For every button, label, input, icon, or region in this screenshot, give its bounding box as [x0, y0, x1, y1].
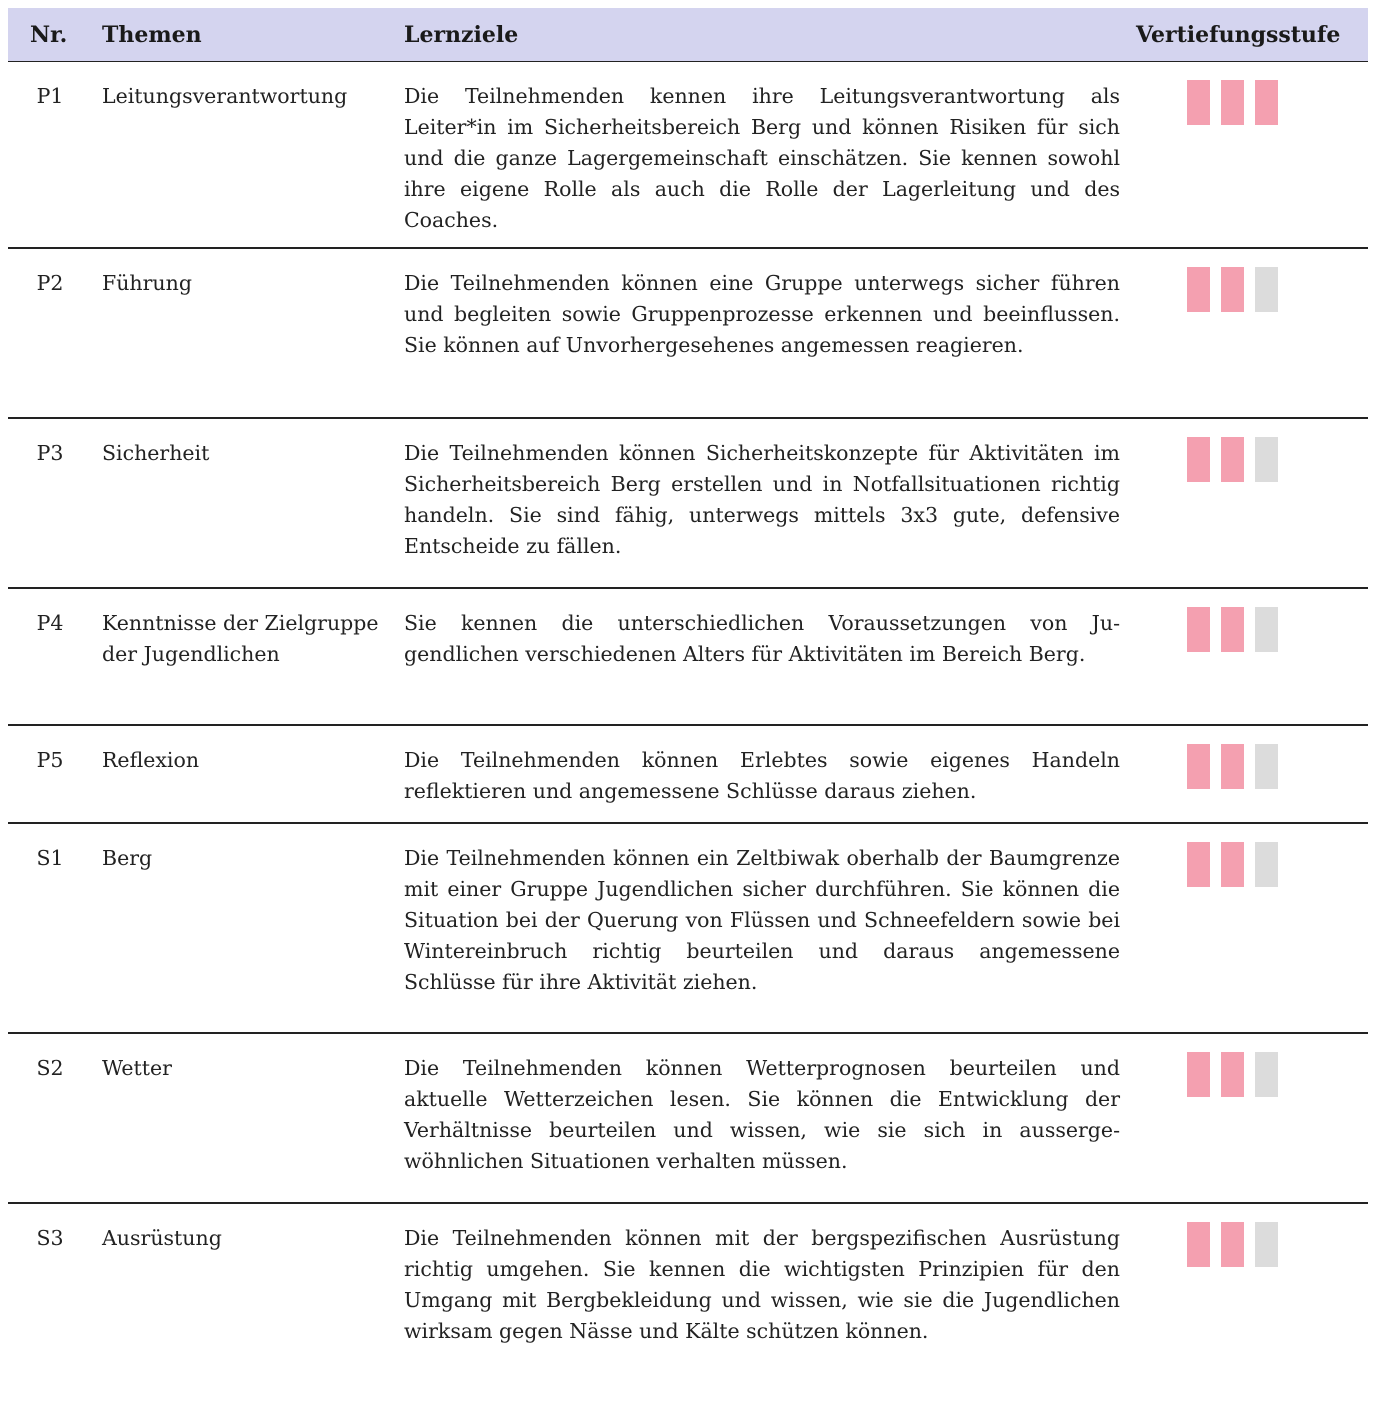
row-nr: P2 [36, 271, 64, 295]
level-indicator [1187, 607, 1368, 652]
row-lernziel: Die Teilnehmenden können Erlebtes sowie eigenes Handeln reflektieren und angemessene Schlüsse daraus ziehen. [404, 748, 1120, 803]
table-row [8, 419, 1368, 589]
header-vertiefungsstufe: Vertiefungsstufe [1136, 21, 1341, 48]
level-bar-filled [1187, 744, 1210, 789]
level-indicator [1187, 437, 1368, 482]
row-thema: Ausrüstung [102, 1226, 222, 1250]
level-bar-filled [1187, 1052, 1210, 1097]
table-row [8, 1034, 1368, 1204]
table-row [8, 589, 1368, 726]
table-row [8, 824, 1368, 1034]
level-bar-empty [1255, 842, 1278, 887]
level-indicator [1187, 80, 1368, 125]
level-indicator [1187, 1222, 1368, 1267]
row-nr: P4 [36, 611, 64, 635]
level-bar-empty [1255, 267, 1278, 312]
row-vertiefungsstufe [1132, 589, 1368, 724]
table-body [8, 62, 1368, 1404]
level-bar-filled [1187, 267, 1210, 312]
row-vertiefungsstufe [1132, 726, 1368, 822]
table-row [8, 249, 1368, 419]
row-lernziel: Die Teilnehmenden kennen ihre Leitungsverantwortung als Leiter*in im Sicherheitsbereich Berg und können Risiken für sich und die ganze Lagergemeinschaft einschätzen. Sie kennen sowohl ihre eigene Rolle als auch die Rolle der Lagerleitung und des Coaches. [404, 84, 1120, 232]
row-thema: Leitungsverantwortung [102, 84, 348, 108]
row-nr: S2 [36, 1056, 64, 1080]
learning-goals-table [8, 8, 1368, 1404]
level-bar-filled [1221, 80, 1244, 125]
level-bar-empty [1255, 1222, 1278, 1267]
row-vertiefungsstufe [1132, 824, 1368, 1032]
row-thema: Sicherheit [102, 441, 210, 465]
row-nr: P5 [36, 748, 64, 772]
row-nr: S3 [36, 1226, 64, 1250]
row-nr: P3 [36, 441, 64, 465]
level-bar-empty [1255, 607, 1278, 652]
header-nr: Nr. [30, 21, 68, 48]
level-indicator [1187, 744, 1368, 789]
row-vertiefungsstufe [1132, 62, 1368, 247]
level-bar-empty [1255, 744, 1278, 789]
level-bar-filled [1187, 842, 1210, 887]
level-bar-filled [1221, 744, 1244, 789]
level-bar-filled [1221, 1052, 1244, 1097]
row-lernziel: Die Teilnehmenden können mit der bergspezifischen Ausrüstung richtig umgehen. Sie kennen die wichtigsten Prinzipien für den Umgang mit Bergbekleidung und wissen, wie sie die Jugendlichen wirksam gegen Nässe und Kälte schützen können. [404, 1226, 1120, 1343]
row-lernziel: Die Teilnehmenden können Wetterprognosen beurteilen und aktuelle Wetterzeichen lesen. Sie können die Entwicklung der Verhältnisse beurteilen und wissen, wie sie sich in aussergewöhnlichen Situationen verhalten müssen. [404, 1056, 1120, 1173]
level-bar-filled [1187, 607, 1210, 652]
row-thema: Reflexion [102, 748, 200, 772]
row-lernziel: Die Teilnehmenden können eine Gruppe unterwegs sicher führen und begleiten sowie Gruppenprozesse erkennen und beeinflussen. Sie können auf Unvorhergesehenes angemessen reagieren. [404, 271, 1120, 357]
table-row [8, 1204, 1368, 1404]
level-bar-filled [1255, 80, 1278, 125]
level-bar-filled [1187, 1222, 1210, 1267]
row-thema: Führung [102, 271, 192, 295]
table-header [8, 8, 1368, 62]
row-vertiefungsstufe [1132, 1204, 1368, 1404]
level-bar-empty [1255, 1052, 1278, 1097]
row-nr: S1 [36, 846, 64, 870]
row-lernziel: Die Teilnehmenden können ein Zeltbiwak oberhalb der Baumgrenze mit einer Gruppe Jugendlichen sicher durchführen. Sie können die Situation bei der Querung von Flüssen und Schneefeldern sowie bei Wintereinbruch richtig beurteilen und daraus angemessene Schlüsse für ihre Aktivität ziehen. [404, 846, 1120, 994]
row-thema: Kenntnisse der Zielgruppe der Jugendlichen [102, 611, 379, 666]
level-indicator [1187, 1052, 1368, 1097]
level-bar-empty [1255, 437, 1278, 482]
row-vertiefungsstufe [1132, 249, 1368, 417]
row-nr: P1 [36, 84, 64, 108]
row-lernziel: Die Teilnehmenden können Sicherheitskonzepte für Aktivitäten im Sicherheitsbereich Berg erstellen und in Notfallsituationen richtig handeln. Sie sind fähig, unterwegs mittels 3x3 gute, defensive Entscheide zu fällen. [404, 441, 1120, 558]
level-bar-filled [1187, 437, 1210, 482]
row-thema: Berg [102, 846, 153, 870]
table-row [8, 726, 1368, 824]
row-lernziel: Sie kennen die unterschiedlichen Voraussetzungen von Jugendlichen verschiedenen Alters für Aktivitäten im Bereich Berg. [404, 611, 1120, 666]
table-row [8, 62, 1368, 249]
level-bar-filled [1221, 437, 1244, 482]
level-bar-filled [1221, 1222, 1244, 1267]
level-indicator [1187, 267, 1368, 312]
header-lernziele: Lernziele [404, 21, 519, 48]
level-indicator [1187, 842, 1368, 887]
row-thema: Wetter [102, 1056, 172, 1080]
header-themen: Themen [102, 21, 202, 48]
level-bar-filled [1221, 842, 1244, 887]
level-bar-filled [1221, 607, 1244, 652]
row-vertiefungsstufe [1132, 1034, 1368, 1202]
row-vertiefungsstufe [1132, 419, 1368, 587]
level-bar-filled [1187, 80, 1210, 125]
level-bar-filled [1221, 267, 1244, 312]
